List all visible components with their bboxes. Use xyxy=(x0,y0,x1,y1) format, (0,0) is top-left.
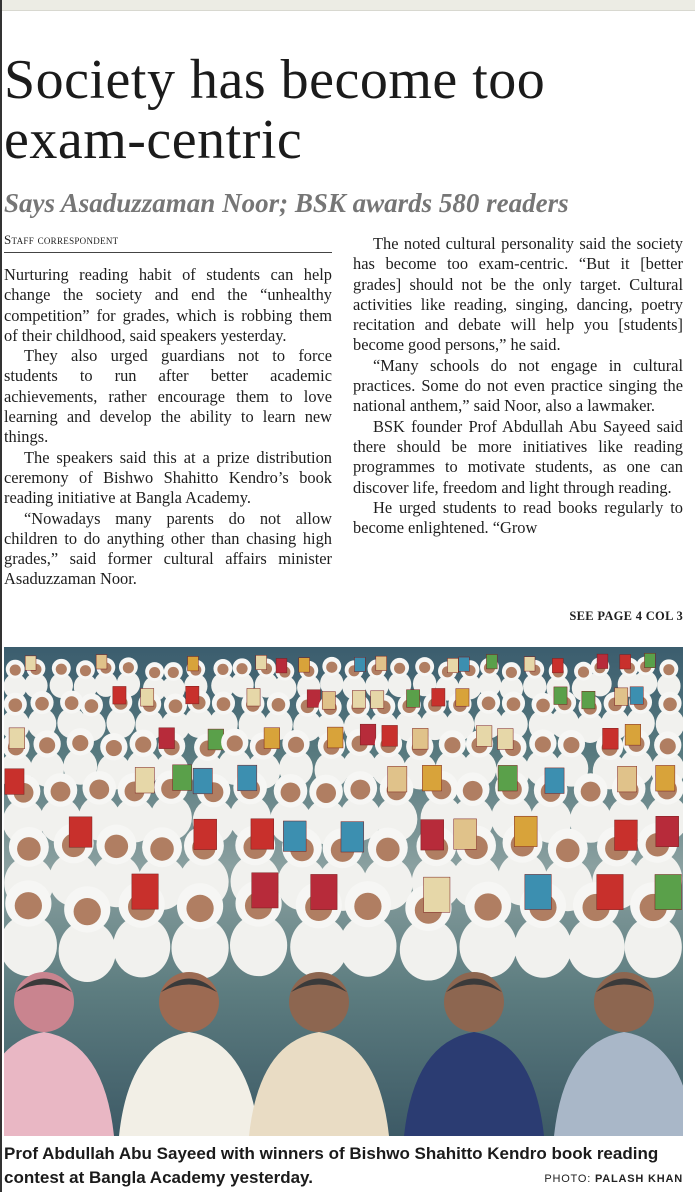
paragraph: BSK founder Prof Abdullah Abu Sayeed said there should be more initiatives like reading programmes to motivate students, as one can discover life, freedom and light through reading. xyxy=(353,416,683,497)
photo-credit xyxy=(544,1173,683,1185)
continuation-jump[interactable]: SEE PAGE 4 COL 3 xyxy=(569,609,683,623)
byline: Staff correspondent xyxy=(4,230,332,253)
paragraph: The noted cultural personality said the society has become too exam-centric. “But it [better grades] should not be the only target. Cultural activities like reading, singing, dancing, poetry recitation and debate will help you [students] become good persons,” he said. xyxy=(353,234,683,355)
crowd-illustration xyxy=(4,647,683,1136)
credit-name: PALASH KHAN xyxy=(594,1173,683,1185)
subheadline: Says Asaduzzaman Noor; BSK awards 580 readers xyxy=(4,188,569,218)
credit-label: PHOTO: xyxy=(544,1173,592,1185)
paragraph: Nurturing reading habit of students can help change the society and end the “unhealthy competition” for grades, which is robbing them of their childhood, said speakers yesterday. xyxy=(4,265,332,345)
paragraph: “Many schools do not engage in cultural practices. Some do not even practice singing the national anthem,” said Noor, also a lawmaker. xyxy=(353,355,683,416)
headline: Society has become too exam-centric xyxy=(4,49,546,171)
column-rule xyxy=(0,0,2,1192)
paragraph: They also urged guardians not to force students to run after better academic achievements, rather encourage them to love learning and develop the ability to learn new things. xyxy=(4,346,332,447)
page-top-strip xyxy=(0,0,695,11)
photo-caption: Prof Abdullah Abu Sayeed with winners of Bishwo Shahitto Kendro book reading contest at Bangla Academy yesterday. xyxy=(4,1144,659,1187)
paragraph: “Nowadays many parents do not allow children to do anything other than chasing high grades,” said former cultural affairs minister Asaduzzaman Noor. xyxy=(4,508,332,589)
paragraph: He urged students to read books regularly to become enlightened. “Grow xyxy=(353,497,683,538)
event-photo xyxy=(4,647,683,1136)
article-column-1 xyxy=(4,265,332,590)
paragraph: The speakers said this at a prize distribution ceremony of Bishwo Shahitto Kendro’s book reading initiative at Bangla Academy. xyxy=(4,447,332,508)
article-column-2 xyxy=(353,234,683,538)
